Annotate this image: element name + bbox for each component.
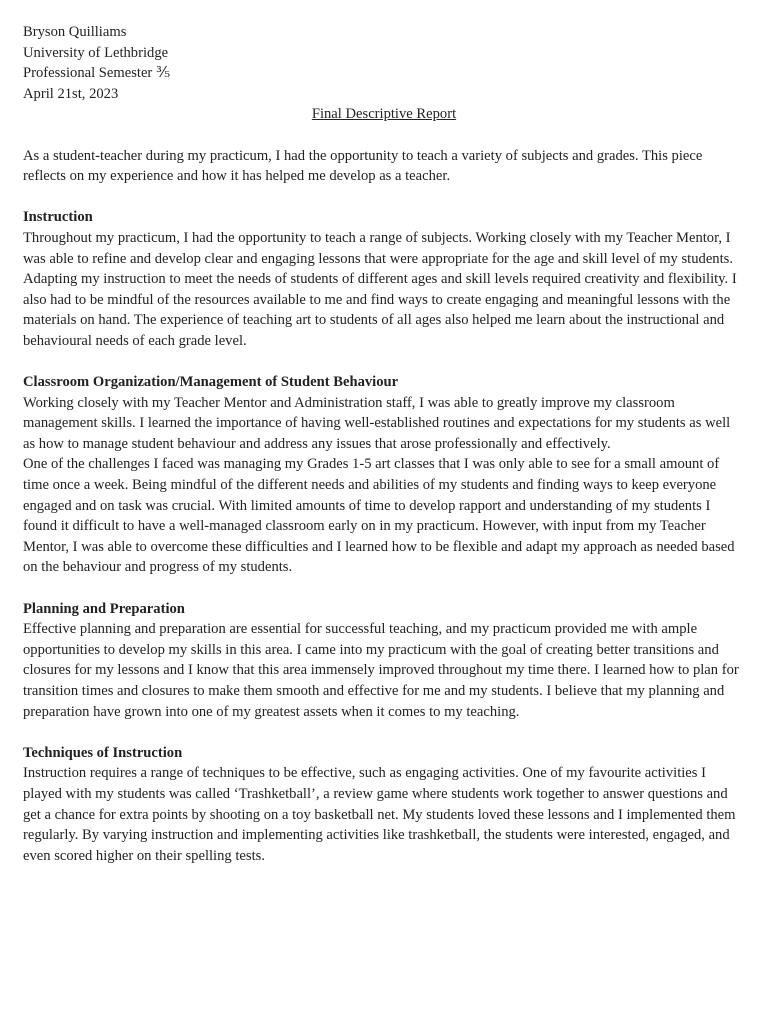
section-heading: Classroom Organization/Management of Student Behaviour <box>23 374 399 391</box>
section-planning <box>23 599 745 723</box>
section-paragraph: Throughout my practicum, I had the opportunity to teach a range of subjects. Working closely with my Teacher Mentor, I was able to refine and develop clear and engaging lessons that were appropriate for the age and skill level of my students. Adapting my instruction to meet the needs of students of different ages and skill levels required creativity and flexibility. I also had to be mindful of the resources available to me and find ways to create engaging and meaningful lessons with the materials on hand. The experience of teaching art to students of all ages also helped me learn about the instructional and behavioural needs of each grade level. <box>23 229 737 349</box>
section-heading: Techniques of Instruction <box>23 744 183 761</box>
report-title: Final Descriptive Report <box>311 106 457 123</box>
section-techniques <box>23 743 745 867</box>
section-paragraph: Instruction requires a range of techniques to be effective, such as engaging activities. One of my favourite activities I played with my students was called ‘Trashketball’, a review game where students work together to answer questions and get a chance for extra points by shooting on a toy basketball net. My students loved these lessons and I implemented them regularly. By varying instruction and implementing activities like trashketball, the students were interested, engaged, and even scored higher on their spelling tests. <box>23 765 736 864</box>
institution-name: University of Lethbridge <box>23 44 169 61</box>
section-heading: Instruction <box>23 209 93 226</box>
document-page <box>23 22 745 866</box>
section-classroom-management <box>23 372 745 578</box>
intro-paragraph: As a student-teacher during my practicum, I had the opportunity to teach a variety of subjects and grades. This piece reflects on my experience and how it has helped me develop as a teacher. <box>23 147 703 185</box>
section-paragraph: Working closely with my Teacher Mentor and Administration staff, I was able to greatly improve my classroom management skills. I learned the importance of having well-established routines and expectations for my students as well as how to manage student behaviour and address any issues that arose professionally and effectively. <box>23 394 731 452</box>
section-heading: Planning and Preparation <box>23 600 185 617</box>
section-paragraph: Effective planning and preparation are essential for successful teaching, and my practicum provided me with ample opportunities to develop my skills in this area. I came into my practicum with the goal of creating better transitions and closures for my lessons and I know that this area immensely improved throughout my time there. I learned how to plan for transition times and closures to make them smooth and effective for me and my students. I believe that my planning and preparation have grown into one of my greatest assets when it comes to my teaching. <box>23 621 739 720</box>
semester-label: Professional Semester ⅗ <box>23 65 171 82</box>
author-name: Bryson Quilliams <box>23 24 127 40</box>
report-date: April 21st, 2023 <box>23 85 119 102</box>
section-paragraph: One of the challenges I faced was managing my Grades 1-5 art classes that I was only able to see for a small amount of time once a week. Being mindful of the different needs and abilities of my students and finding ways to keep everyone engaged and on task was crucial. With limited amounts of time to develop rapport and understanding of my students I found it difficult to have a well-managed classroom early on in my practicum. However, with input from my Teacher Mentor, I was able to overcome these difficulties and I learned how to be flexible and adapt my approach as needed based on the behaviour and progress of my students. <box>23 456 735 576</box>
section-instruction <box>23 207 745 351</box>
